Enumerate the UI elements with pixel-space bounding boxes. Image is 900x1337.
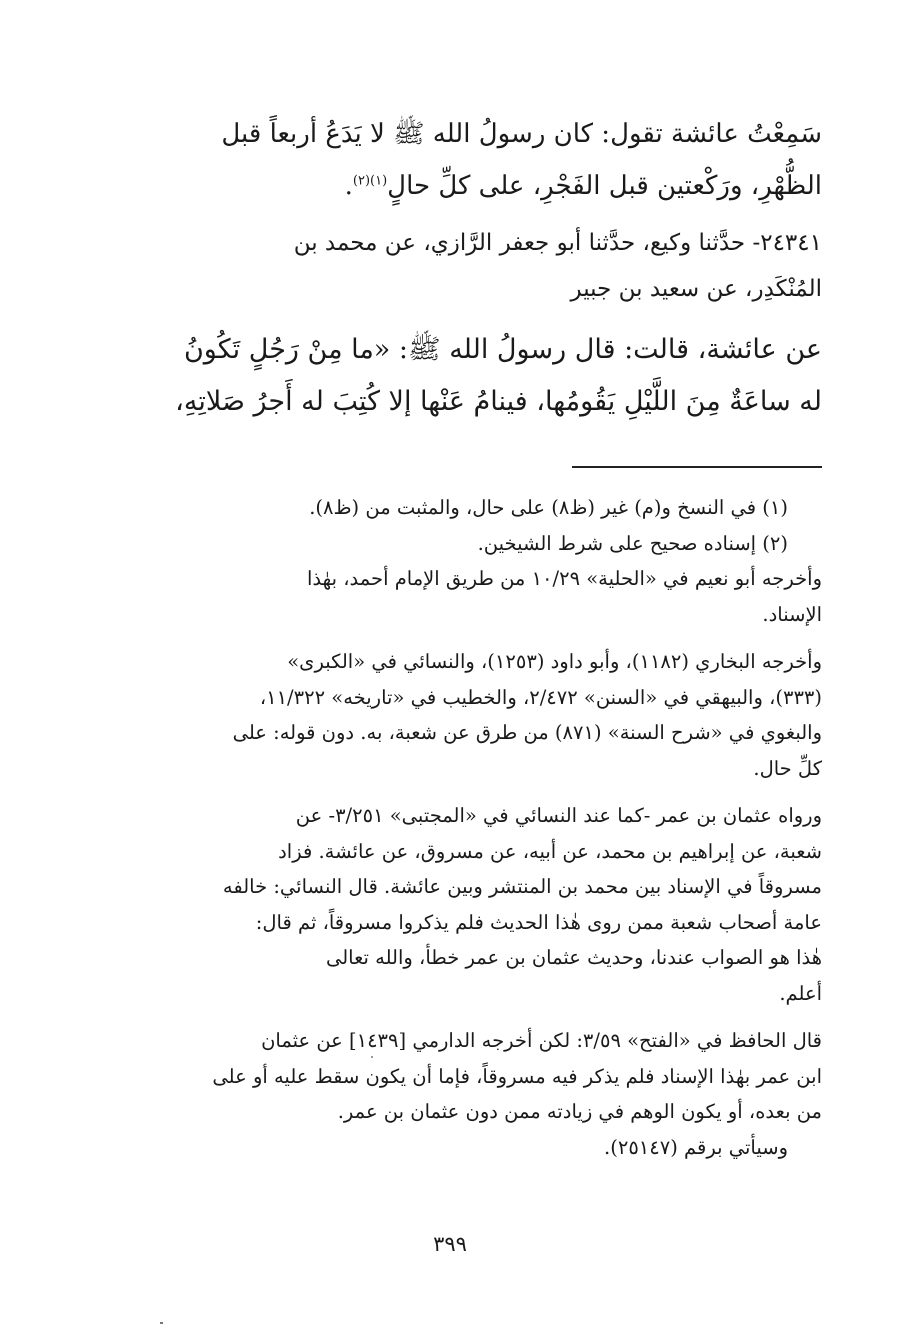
text-line: ابن عمر بهٰذا الإسناد فلم يذكر فيه مسروقاً، فإما أن يكون سقط عليه أو على	[212, 1064, 822, 1088]
hadith-chain-24341	[118, 220, 822, 312]
text-line: الظُّهْرِ، ورَكْعتين قبل الفَجْرِ، على كلِّ حالٍ	[387, 171, 822, 201]
footnote-paragraph	[118, 561, 822, 632]
text-line: له ساعَةٌ مِنَ اللَّيْلِ يَقُومُها، فينامُ عَنْها إلا كُتِبَ له أَجرُ صَلاتِهِ،	[175, 386, 822, 417]
footnote-paragraph: وسيأتي برقم (٢٥١٤٧).	[604, 1135, 788, 1159]
footnote-paragraph	[118, 644, 822, 786]
footnote-1: (١) في النسخ و(م) غير (ظ٨) على حال، والمثبت من (ظ٨).	[309, 496, 788, 519]
hadith-text-continued	[118, 108, 822, 212]
footnote-paragraph	[118, 1023, 822, 1130]
text-line: مسروقاً في الإسناد بين محمد بن المنتشر وبين عائشة. قال النسائي: خالفه	[222, 875, 822, 898]
text-line: الإسناد.	[762, 602, 822, 626]
text-line: أعلم.	[779, 981, 822, 1005]
footnote-marker: (١)(٢)	[352, 173, 388, 189]
footnotes	[118, 490, 822, 1165]
text-line: من بعده، أو يكون الوهم في زيادته ممن دون عثمان بن عمر.	[337, 1100, 822, 1123]
text-line: ٢٤٣٤١- حدَّثنا وكيع، حدَّثنا أبو جعفر الرَّازي، عن محمد بن	[293, 230, 822, 256]
text-line: كلِّ حال.	[753, 756, 822, 780]
text-line: عن عائشة، قالت: قال رسولُ الله ﷺ: «ما مِنْ رَجُلٍ تَكُونُ	[183, 334, 822, 365]
punctuation: .	[344, 171, 353, 201]
text-line: وأخرجه أبو نعيم في «الحلية» ١٠/٢٩ من طريق الإمام أحمد، بهٰذا	[306, 567, 822, 590]
text-line: قال الحافظ في «الفتح» ٣/٥٩: لكن أخرجه الدارمي [١٤٣٩] عن عثمان	[261, 1029, 822, 1052]
scan-speck	[371, 1056, 373, 1058]
text-line: والبغوي في «شرح السنة» (٨٧١) من طرق عن شعبة، به. دون قوله: على	[232, 721, 822, 744]
scan-speck	[160, 1322, 163, 1324]
page-number: ٣٩٩	[433, 1232, 467, 1256]
footnote-separator	[572, 466, 822, 468]
footnote-paragraph	[118, 798, 822, 1011]
main-text	[118, 108, 822, 428]
text-line: عامة أصحاب شعبة ممن روى هٰذا الحديث فلم يذكروا مسروقاً، ثم قال:	[255, 910, 822, 934]
text-line: المُنْكَدِر، عن سعيد بن جبير	[570, 276, 822, 302]
text-line: وأخرجه البخاري (١١٨٢)، وأبو داود (١٢٥٣)، والنسائي في «الكبرى»	[287, 650, 822, 673]
text-line: هٰذا هو الصواب عندنا، وحديث عثمان بن عمر خطأ، والله تعالى	[325, 946, 822, 969]
text-line: شعبة، عن إبراهيم بن محمد، عن أبيه، عن مسروق، عن عائشة. فزاد	[278, 839, 822, 863]
footnote-2: (٢) إسناده صحيح على شرط الشيخين.	[477, 531, 788, 555]
text-line: (٣٣٣)، والبيهقي في «السنن» ٢/٤٧٢، والخطيب في «تاريخه» ١١/٣٢٢،	[259, 685, 822, 709]
hadith-matn	[118, 324, 822, 428]
text-line: سَمِعْتُ عائشة تقول: كان رسولُ الله ﷺ لا يَدَعُ أربعاً قبل	[221, 119, 822, 149]
text-line: ورواه عثمان بن عمر -كما عند النسائي في «المجتبى» ٣/٢٥١- عن	[295, 804, 822, 827]
